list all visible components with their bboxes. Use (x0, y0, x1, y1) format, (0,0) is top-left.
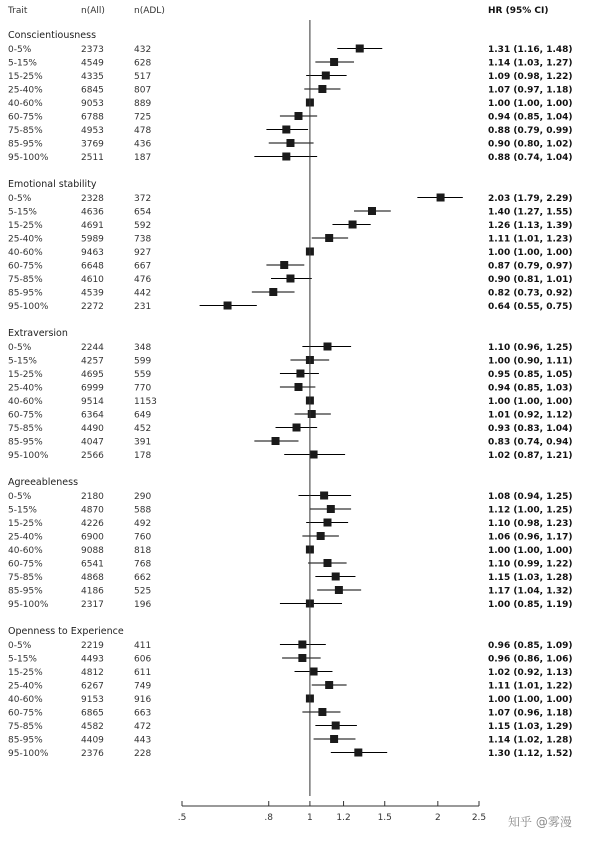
row-n-adl: 476 (134, 275, 152, 285)
row-n-all: 3769 (81, 139, 104, 150)
row-n-adl: 667 (134, 261, 152, 272)
hr-marker (332, 573, 340, 581)
hr-marker (322, 72, 330, 80)
row-hr-ci: 1.01 (0.92, 1.12) (488, 410, 573, 421)
row-label: 95-100% (8, 302, 49, 312)
group-title: Agreeableness (8, 477, 79, 488)
row-n-all: 2219 (81, 641, 104, 651)
row-label: 95-100% (8, 600, 49, 610)
row-hr-ci: 1.02 (0.87, 1.21) (488, 451, 573, 461)
hr-marker (294, 383, 302, 391)
row-hr-ci: 1.00 (0.85, 1.19) (488, 600, 573, 610)
hr-marker (318, 708, 326, 716)
row-label: 40-60% (8, 248, 43, 258)
row-hr-ci: 1.00 (1.00, 1.00) (488, 99, 573, 109)
row-hr-ci: 1.15 (1.03, 1.29) (488, 722, 573, 732)
row-n-adl: 372 (134, 194, 152, 204)
row-n-adl: 228 (134, 749, 152, 759)
row-label: 5-15% (8, 356, 37, 367)
row-label: 40-60% (8, 397, 43, 407)
row-label: 0-5% (8, 194, 32, 204)
row-n-adl: 611 (134, 668, 152, 678)
hr-marker (224, 302, 232, 310)
row-n-all: 4695 (81, 370, 104, 380)
hr-marker (310, 668, 318, 676)
row-hr-ci: 1.12 (1.00, 1.25) (488, 505, 573, 516)
row-n-adl: 770 (134, 383, 152, 394)
row-n-adl: 443 (134, 735, 152, 746)
row-n-adl: 768 (134, 559, 152, 570)
row-n-adl: 818 (134, 546, 152, 556)
row-hr-ci: 1.07 (0.96, 1.18) (488, 708, 573, 719)
row-hr-ci: 1.07 (0.97, 1.18) (488, 85, 573, 96)
row-n-all: 2180 (81, 492, 104, 502)
row-n-adl: 525 (134, 586, 152, 597)
row-hr-ci: 0.82 (0.73, 0.92) (488, 288, 573, 299)
row-n-all: 2373 (81, 45, 104, 55)
row-label: 25-40% (8, 85, 43, 96)
row-n-all: 5989 (81, 234, 104, 245)
hr-marker (320, 492, 328, 500)
row-hr-ci: 1.10 (0.99, 1.22) (488, 559, 573, 570)
hr-marker (318, 85, 326, 93)
row-n-all: 4549 (81, 58, 104, 69)
row-label: 60-75% (8, 708, 43, 719)
hr-marker (330, 58, 338, 66)
hr-marker (317, 532, 325, 540)
hr-marker (437, 194, 445, 202)
row-hr-ci: 1.15 (1.03, 1.28) (488, 573, 573, 583)
row-n-adl: 807 (134, 85, 152, 96)
row-n-all: 2317 (81, 600, 104, 610)
row-label: 60-75% (8, 112, 43, 123)
header-n-adl: n(ADL) (134, 6, 165, 16)
row-n-all: 6900 (81, 532, 104, 543)
row-n-adl: 187 (134, 153, 152, 163)
hr-marker (330, 735, 338, 743)
hr-marker (294, 112, 302, 120)
row-label: 5-15% (8, 654, 37, 665)
row-n-adl: 649 (134, 410, 152, 421)
row-n-all: 4257 (81, 356, 104, 367)
row-n-all: 9514 (81, 397, 104, 407)
row-hr-ci: 1.11 (1.01, 1.22) (488, 681, 573, 692)
hr-marker (282, 126, 290, 134)
row-label: 0-5% (8, 492, 32, 502)
row-hr-ci: 1.40 (1.27, 1.55) (488, 207, 573, 218)
row-label: 5-15% (8, 505, 37, 516)
row-n-adl: 452 (134, 424, 152, 434)
row-n-all: 4610 (81, 275, 104, 285)
row-n-all: 9153 (81, 695, 104, 705)
row-label: 75-85% (8, 424, 43, 434)
row-label: 5-15% (8, 207, 37, 218)
row-n-all: 9088 (81, 546, 104, 556)
row-n-all: 4335 (81, 72, 104, 82)
row-hr-ci: 0.95 (0.85, 1.05) (488, 370, 573, 380)
hr-marker (296, 370, 304, 378)
hr-marker (298, 641, 306, 649)
row-label: 40-60% (8, 546, 43, 556)
row-hr-ci: 1.06 (0.96, 1.17) (488, 532, 573, 543)
row-hr-ci: 0.94 (0.85, 1.03) (488, 383, 573, 394)
group-title: Openness to Experience (8, 626, 124, 637)
row-n-all: 4186 (81, 586, 104, 597)
row-n-adl: 628 (134, 58, 152, 69)
watermark-text: 知乎 @雾漫 (508, 815, 572, 829)
row-hr-ci: 1.00 (1.00, 1.00) (488, 397, 573, 407)
row-label: 85-95% (8, 139, 43, 150)
row-n-all: 2566 (81, 451, 104, 461)
row-n-all: 2376 (81, 749, 104, 759)
row-n-all: 4539 (81, 288, 104, 299)
row-n-all: 6364 (81, 410, 104, 421)
hr-marker (356, 45, 364, 53)
row-hr-ci: 0.96 (0.86, 1.06) (488, 654, 573, 665)
hr-marker (310, 451, 318, 459)
row-n-all: 6267 (81, 681, 104, 692)
row-n-adl: 411 (134, 641, 152, 651)
row-label: 15-25% (8, 370, 43, 380)
row-n-all: 6845 (81, 85, 104, 96)
row-n-adl: 725 (134, 112, 152, 123)
row-label: 75-85% (8, 722, 43, 732)
row-label: 25-40% (8, 383, 43, 394)
hr-marker (323, 559, 331, 567)
row-hr-ci: 1.26 (1.13, 1.39) (488, 221, 573, 231)
row-n-adl: 231 (134, 302, 152, 312)
hr-marker (327, 505, 335, 513)
row-n-all: 2328 (81, 194, 104, 204)
row-hr-ci: 0.90 (0.80, 1.02) (488, 139, 573, 150)
header-n-all: n(All) (81, 6, 105, 16)
row-hr-ci: 1.00 (0.90, 1.11) (488, 356, 573, 367)
row-n-adl: 592 (134, 221, 152, 231)
row-n-adl: 1153 (134, 397, 157, 407)
row-n-all: 9053 (81, 99, 104, 109)
row-n-adl: 478 (134, 126, 152, 136)
row-n-all: 4490 (81, 424, 104, 434)
row-label: 15-25% (8, 519, 43, 529)
row-hr-ci: 1.09 (0.98, 1.22) (488, 72, 573, 82)
row-label: 60-75% (8, 261, 43, 272)
row-n-all: 2244 (81, 343, 104, 353)
row-label: 85-95% (8, 586, 43, 597)
row-n-adl: 348 (134, 343, 152, 353)
hr-marker (272, 437, 280, 445)
x-tick-label: 2.5 (471, 813, 487, 823)
x-axis (178, 801, 486, 823)
group-title: Emotional stability (8, 179, 97, 190)
row-n-adl: 196 (134, 600, 152, 610)
row-n-adl: 889 (134, 99, 152, 109)
row-n-all: 6648 (81, 261, 104, 272)
row-label: 40-60% (8, 99, 43, 109)
x-tick-label: .5 (177, 813, 187, 823)
row-n-all: 4812 (81, 668, 104, 678)
row-label: 75-85% (8, 126, 43, 136)
x-tick-label: 2 (434, 813, 441, 823)
row-n-all: 6865 (81, 708, 104, 719)
row-n-adl: 492 (134, 519, 152, 529)
row-hr-ci: 1.30 (1.12, 1.52) (488, 749, 573, 759)
row-hr-ci: 0.64 (0.55, 0.75) (488, 302, 573, 312)
row-n-adl: 654 (134, 207, 152, 218)
hr-marker (368, 207, 376, 215)
row-n-adl: 559 (134, 370, 152, 380)
row-hr-ci: 0.88 (0.74, 1.04) (488, 153, 573, 163)
row-hr-ci: 0.93 (0.83, 1.04) (488, 424, 573, 434)
group-title: Conscientiousness (8, 30, 97, 41)
hr-marker (349, 221, 357, 229)
row-n-adl: 588 (134, 505, 152, 516)
x-tick-label: 1 (307, 813, 313, 823)
header-hr-ci: HR (95% CI) (488, 6, 549, 16)
row-n-all: 4868 (81, 573, 104, 583)
row-n-all: 6999 (81, 383, 104, 394)
row-label: 0-5% (8, 641, 32, 651)
forest-rows (8, 20, 573, 796)
row-n-adl: 606 (134, 654, 152, 665)
row-label: 60-75% (8, 559, 43, 570)
row-n-adl: 760 (134, 532, 152, 543)
row-label: 85-95% (8, 437, 43, 448)
hr-marker (282, 153, 290, 161)
x-tick-label: .8 (264, 813, 274, 823)
row-n-adl: 391 (134, 437, 152, 448)
row-n-adl: 442 (134, 288, 152, 299)
row-hr-ci: 0.90 (0.81, 1.01) (488, 275, 573, 285)
row-hr-ci: 1.08 (0.94, 1.25) (488, 492, 573, 502)
row-label: 75-85% (8, 573, 43, 583)
row-hr-ci: 0.96 (0.85, 1.09) (488, 641, 573, 651)
row-hr-ci: 1.00 (1.00, 1.00) (488, 695, 573, 705)
row-label: 25-40% (8, 234, 43, 245)
row-label: 25-40% (8, 532, 43, 543)
row-n-adl: 663 (134, 708, 152, 719)
row-hr-ci: 1.14 (1.03, 1.27) (488, 58, 573, 69)
row-n-all: 9463 (81, 248, 104, 258)
row-n-all: 4636 (81, 207, 104, 218)
hr-marker (354, 749, 362, 757)
row-n-all: 4047 (81, 437, 104, 448)
row-n-all: 4409 (81, 735, 104, 746)
row-label: 15-25% (8, 72, 43, 82)
row-n-all: 6541 (81, 559, 104, 570)
row-n-all: 6788 (81, 112, 104, 123)
row-n-all: 4870 (81, 505, 104, 516)
row-n-adl: 178 (134, 451, 152, 461)
row-hr-ci: 1.00 (1.00, 1.00) (488, 546, 573, 556)
row-label: 85-95% (8, 735, 43, 746)
row-n-all: 4493 (81, 654, 104, 665)
row-n-adl: 927 (134, 248, 152, 258)
row-label: 15-25% (8, 668, 43, 678)
row-n-adl: 916 (134, 695, 152, 705)
row-n-adl: 749 (134, 681, 152, 692)
row-n-all: 2511 (81, 153, 104, 163)
row-label: 95-100% (8, 749, 49, 759)
row-label: 0-5% (8, 45, 32, 55)
hr-marker (280, 261, 288, 269)
row-n-all: 4691 (81, 221, 104, 231)
row-label: 85-95% (8, 288, 43, 299)
row-label: 75-85% (8, 275, 43, 285)
row-n-adl: 662 (134, 573, 152, 583)
row-n-adl: 472 (134, 722, 152, 732)
row-hr-ci: 1.10 (0.96, 1.25) (488, 343, 573, 353)
hr-marker (332, 722, 340, 730)
row-hr-ci: 1.31 (1.16, 1.48) (488, 45, 573, 55)
row-n-adl: 599 (134, 356, 152, 367)
row-hr-ci: 1.00 (1.00, 1.00) (488, 248, 573, 258)
row-label: 40-60% (8, 695, 43, 705)
hr-marker (323, 519, 331, 527)
row-n-all: 4953 (81, 126, 104, 136)
hr-marker (308, 410, 316, 418)
row-hr-ci: 1.02 (0.92, 1.13) (488, 668, 573, 678)
x-tick-label: 1.5 (377, 813, 392, 823)
row-hr-ci: 1.10 (0.98, 1.23) (488, 519, 573, 529)
row-hr-ci: 0.88 (0.79, 0.99) (488, 126, 573, 136)
row-label: 95-100% (8, 451, 49, 461)
row-hr-ci: 1.11 (1.01, 1.23) (488, 234, 573, 245)
row-label: 60-75% (8, 410, 43, 421)
row-label: 0-5% (8, 343, 32, 353)
row-n-all: 2272 (81, 302, 104, 312)
hr-marker (286, 275, 294, 283)
row-hr-ci: 0.83 (0.74, 0.94) (488, 437, 573, 448)
x-tick-label: 1.2 (336, 813, 351, 823)
row-hr-ci: 0.87 (0.79, 0.97) (488, 261, 573, 272)
hr-marker (323, 343, 331, 351)
row-n-adl: 432 (134, 45, 152, 55)
hr-marker (325, 681, 333, 689)
header-trait: Trait (8, 6, 28, 16)
row-label: 15-25% (8, 221, 43, 231)
row-hr-ci: 1.17 (1.04, 1.32) (488, 586, 573, 597)
hr-marker (325, 234, 333, 242)
row-hr-ci: 2.03 (1.79, 2.29) (488, 194, 573, 204)
hr-marker (269, 288, 277, 296)
row-hr-ci: 1.14 (1.02, 1.28) (488, 735, 573, 746)
row-n-adl: 738 (134, 234, 152, 245)
hr-marker (293, 424, 301, 432)
row-hr-ci: 0.94 (0.85, 1.04) (488, 112, 573, 123)
row-label: 95-100% (8, 153, 49, 163)
hr-marker (335, 586, 343, 594)
row-label: 5-15% (8, 58, 37, 69)
row-label: 25-40% (8, 681, 43, 692)
row-n-adl: 290 (134, 492, 152, 502)
row-n-adl: 517 (134, 72, 152, 82)
row-n-all: 4226 (81, 519, 104, 529)
hr-marker (286, 139, 294, 147)
row-n-adl: 436 (134, 139, 152, 150)
group-title: Extraversion (8, 328, 68, 339)
row-n-all: 4582 (81, 722, 104, 732)
hr-marker (298, 654, 306, 662)
